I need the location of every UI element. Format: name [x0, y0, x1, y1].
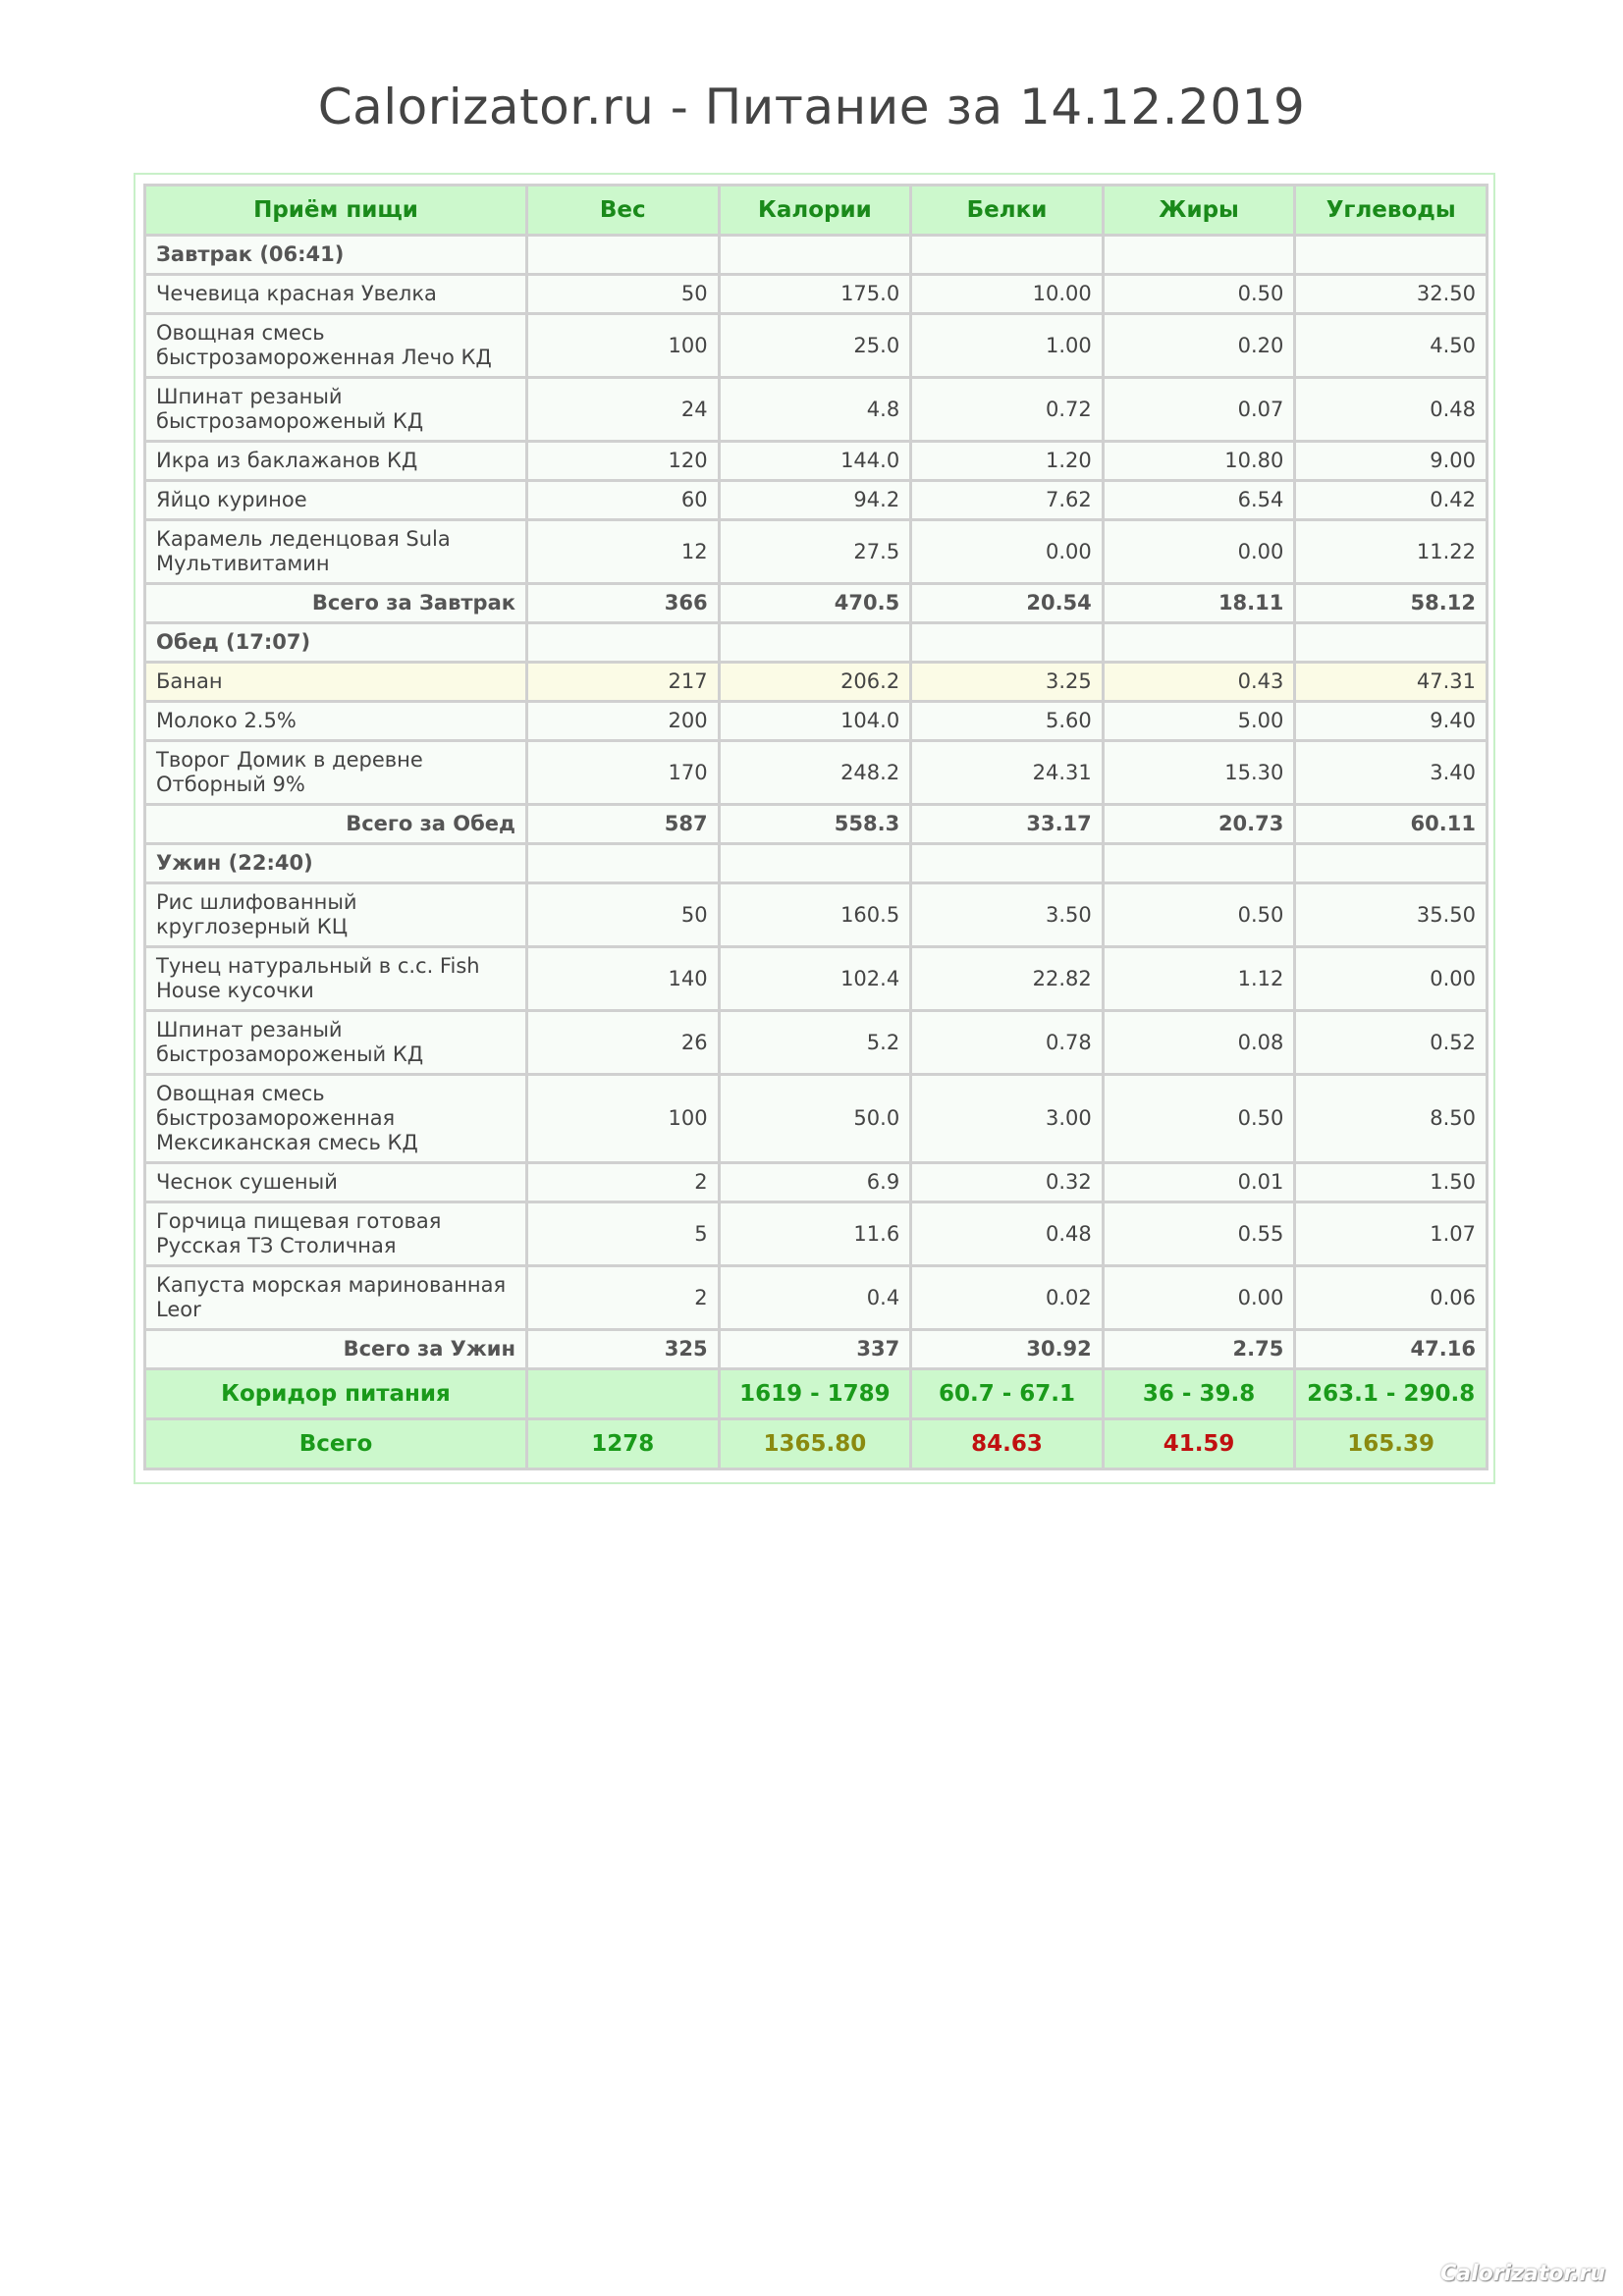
cell-value: 32.50	[1295, 275, 1488, 314]
cell-value: 0.00	[911, 520, 1104, 584]
header-protein: Белки	[911, 186, 1104, 236]
cell-value: 140	[527, 947, 720, 1011]
cell-value: 587	[527, 805, 720, 844]
cell-value: 60.11	[1295, 805, 1488, 844]
cell-value: 5	[527, 1202, 720, 1266]
cell-value: 170	[527, 741, 720, 805]
cell-name: Тунец натуральный в с.с. Fish House кусочки	[145, 947, 527, 1011]
cell-value: 2	[527, 1266, 720, 1330]
nutrition-table	[143, 184, 1488, 1470]
cell-value: 18.11	[1103, 584, 1295, 623]
cell-value: 1.12	[1103, 947, 1295, 1011]
cell-value: 50	[527, 275, 720, 314]
food-row	[145, 275, 1488, 314]
food-row	[145, 1075, 1488, 1163]
cell-value: 1365.80	[719, 1419, 911, 1469]
cell-name: Яйцо куриное	[145, 481, 527, 520]
header-meal: Приём пищи	[145, 186, 527, 236]
cell-value: 325	[527, 1330, 720, 1369]
meal-section-row	[145, 623, 1488, 663]
header-fat: Жиры	[1103, 186, 1295, 236]
cell-value: 120	[527, 442, 720, 481]
cell-value: 0.01	[1103, 1163, 1295, 1202]
meal-total-row	[145, 805, 1488, 844]
cell-value: 200	[527, 702, 720, 741]
header-row	[145, 186, 1488, 236]
cell-value: 0.72	[911, 378, 1104, 442]
cell-empty	[527, 844, 720, 883]
cell-value: 20.54	[911, 584, 1104, 623]
cell-value: 1.07	[1295, 1202, 1488, 1266]
cell-empty	[719, 844, 911, 883]
cell-empty	[1103, 236, 1295, 275]
cell-value: 33.17	[911, 805, 1104, 844]
meal-title: Ужин (22:40)	[145, 844, 527, 883]
cell-value: 58.12	[1295, 584, 1488, 623]
cell-value: 0.48	[911, 1202, 1104, 1266]
cell-value: 50	[527, 883, 720, 947]
cell-value: 337	[719, 1330, 911, 1369]
header-carbs: Углеводы	[1295, 186, 1488, 236]
cell-value: 0.55	[1103, 1202, 1295, 1266]
cell-value: 0.20	[1103, 314, 1295, 378]
cell-value: 206.2	[719, 663, 911, 702]
cell-value: 3.00	[911, 1075, 1104, 1163]
cell-value: 1.50	[1295, 1163, 1488, 1202]
cell-name: Икра из баклажанов КД	[145, 442, 527, 481]
cell-name: Чеснок сушеный	[145, 1163, 527, 1202]
cell-name: Шпинат резаный быстрозамороженый КД	[145, 1011, 527, 1075]
cell-value: 36 - 39.8	[1103, 1369, 1295, 1419]
cell-value: 0.00	[1103, 1266, 1295, 1330]
cell-value: 11.6	[719, 1202, 911, 1266]
cell-value: 47.16	[1295, 1330, 1488, 1369]
cell-value: 0.07	[1103, 378, 1295, 442]
cell-value: 144.0	[719, 442, 911, 481]
cell-value: 0.50	[1103, 275, 1295, 314]
watermark-logo: Calorizator.ru	[1440, 2262, 1605, 2286]
food-row	[145, 741, 1488, 805]
cell-value: 1278	[527, 1419, 720, 1469]
food-row	[145, 1202, 1488, 1266]
cell-value: 3.40	[1295, 741, 1488, 805]
cell-value: 558.3	[719, 805, 911, 844]
cell-value: 0.32	[911, 1163, 1104, 1202]
cell-value: 22.82	[911, 947, 1104, 1011]
cell-empty	[911, 623, 1104, 663]
cell-name: Банан	[145, 663, 527, 702]
cell-value: 5.60	[911, 702, 1104, 741]
cell-value: 24.31	[911, 741, 1104, 805]
meal-total-row	[145, 1330, 1488, 1369]
meal-title: Завтрак (06:41)	[145, 236, 527, 275]
meal-section-row	[145, 236, 1488, 275]
cell-value: 10.00	[911, 275, 1104, 314]
cell-value: 5.00	[1103, 702, 1295, 741]
cell-name: Рис шлифованный круглозерный КЦ	[145, 883, 527, 947]
cell-name: Овощная смесь быстрозамороженная Мексиканская смесь КД	[145, 1075, 527, 1163]
cell-value: 50.0	[719, 1075, 911, 1163]
food-row	[145, 702, 1488, 741]
cell-name: Карамель леденцовая Sula Мультивитамин	[145, 520, 527, 584]
cell-name: Всего	[145, 1419, 527, 1469]
grand-total-row	[145, 1419, 1488, 1469]
cell-value: 47.31	[1295, 663, 1488, 702]
food-row	[145, 378, 1488, 442]
cell-value: 0.50	[1103, 1075, 1295, 1163]
cell-value: 165.39	[1295, 1419, 1488, 1469]
food-row	[145, 1011, 1488, 1075]
cell-value: 100	[527, 1075, 720, 1163]
cell-value: 470.5	[719, 584, 911, 623]
cell-value: 4.8	[719, 378, 911, 442]
cell-value: 0.00	[1103, 520, 1295, 584]
cell-empty	[1295, 844, 1488, 883]
cell-value: 366	[527, 584, 720, 623]
cell-value	[527, 1369, 720, 1419]
food-row	[145, 481, 1488, 520]
corridor-row	[145, 1369, 1488, 1419]
food-row	[145, 1163, 1488, 1202]
page-title: Calorizator.ru - Питание за 14.12.2019	[317, 79, 1306, 135]
cell-empty	[1103, 623, 1295, 663]
header-calories: Калории	[719, 186, 911, 236]
meal-total-row	[145, 584, 1488, 623]
cell-value: 0.43	[1103, 663, 1295, 702]
cell-value: 60	[527, 481, 720, 520]
cell-value: 84.63	[911, 1419, 1104, 1469]
cell-value: 2.75	[1103, 1330, 1295, 1369]
cell-value: 7.62	[911, 481, 1104, 520]
cell-value: 26	[527, 1011, 720, 1075]
cell-value: 6.9	[719, 1163, 911, 1202]
header-weight: Вес	[527, 186, 720, 236]
cell-value: 15.30	[1103, 741, 1295, 805]
cell-value: 35.50	[1295, 883, 1488, 947]
cell-empty	[719, 623, 911, 663]
cell-value: 30.92	[911, 1330, 1104, 1369]
cell-value: 102.4	[719, 947, 911, 1011]
cell-value: 2	[527, 1163, 720, 1202]
cell-value: 11.22	[1295, 520, 1488, 584]
cell-empty	[719, 236, 911, 275]
cell-value: 0.06	[1295, 1266, 1488, 1330]
cell-value: 0.00	[1295, 947, 1488, 1011]
cell-value: 24	[527, 378, 720, 442]
cell-value: 0.52	[1295, 1011, 1488, 1075]
cell-value: 12	[527, 520, 720, 584]
meal-title: Обед (17:07)	[145, 623, 527, 663]
cell-value: 104.0	[719, 702, 911, 741]
cell-name: Капуста морская маринованная Leor	[145, 1266, 527, 1330]
cell-value: 9.40	[1295, 702, 1488, 741]
cell-value: 0.42	[1295, 481, 1488, 520]
cell-value: 25.0	[719, 314, 911, 378]
cell-value: 263.1 - 290.8	[1295, 1369, 1488, 1419]
cell-value: 9.00	[1295, 442, 1488, 481]
cell-value: 41.59	[1103, 1419, 1295, 1469]
food-row	[145, 314, 1488, 378]
cell-value: 94.2	[719, 481, 911, 520]
cell-value: 3.50	[911, 883, 1104, 947]
food-row	[145, 1266, 1488, 1330]
cell-name: Коридор питания	[145, 1369, 527, 1419]
cell-value: 1.20	[911, 442, 1104, 481]
cell-value: 0.48	[1295, 378, 1488, 442]
cell-empty	[1295, 236, 1488, 275]
food-row	[145, 663, 1488, 702]
cell-value: 5.2	[719, 1011, 911, 1075]
cell-name: Молоко 2.5%	[145, 702, 527, 741]
cell-name: Овощная смесь быстрозамороженная Лечо КД	[145, 314, 527, 378]
cell-value: 100	[527, 314, 720, 378]
cell-value: 0.02	[911, 1266, 1104, 1330]
cell-value: 248.2	[719, 741, 911, 805]
cell-empty	[1103, 844, 1295, 883]
food-row	[145, 442, 1488, 481]
cell-empty	[911, 236, 1104, 275]
cell-value: 1.00	[911, 314, 1104, 378]
cell-value: 8.50	[1295, 1075, 1488, 1163]
cell-name: Горчица пищевая готовая Русская ТЗ Столичная	[145, 1202, 527, 1266]
cell-empty	[1295, 623, 1488, 663]
cell-value: 4.50	[1295, 314, 1488, 378]
cell-value: 27.5	[719, 520, 911, 584]
cell-name: Всего за Завтрак	[145, 584, 527, 623]
cell-value: 0.78	[911, 1011, 1104, 1075]
cell-empty	[527, 623, 720, 663]
cell-value: 60.7 - 67.1	[911, 1369, 1104, 1419]
cell-value: 10.80	[1103, 442, 1295, 481]
cell-name: Чечевица красная Увелка	[145, 275, 527, 314]
food-row	[145, 883, 1488, 947]
cell-name: Шпинат резаный быстрозамороженый КД	[145, 378, 527, 442]
cell-empty	[527, 236, 720, 275]
cell-value: 20.73	[1103, 805, 1295, 844]
cell-value: 0.08	[1103, 1011, 1295, 1075]
cell-value: 1619 - 1789	[719, 1369, 911, 1419]
cell-value: 6.54	[1103, 481, 1295, 520]
meal-section-row	[145, 844, 1488, 883]
food-row	[145, 947, 1488, 1011]
cell-name: Всего за Ужин	[145, 1330, 527, 1369]
cell-value: 3.25	[911, 663, 1104, 702]
cell-empty	[911, 844, 1104, 883]
cell-value: 0.50	[1103, 883, 1295, 947]
cell-value: 160.5	[719, 883, 911, 947]
cell-name: Всего за Обед	[145, 805, 527, 844]
cell-value: 175.0	[719, 275, 911, 314]
cell-value: 217	[527, 663, 720, 702]
cell-name: Творог Домик в деревне Отборный 9%	[145, 741, 527, 805]
food-row	[145, 520, 1488, 584]
cell-value: 0.4	[719, 1266, 911, 1330]
